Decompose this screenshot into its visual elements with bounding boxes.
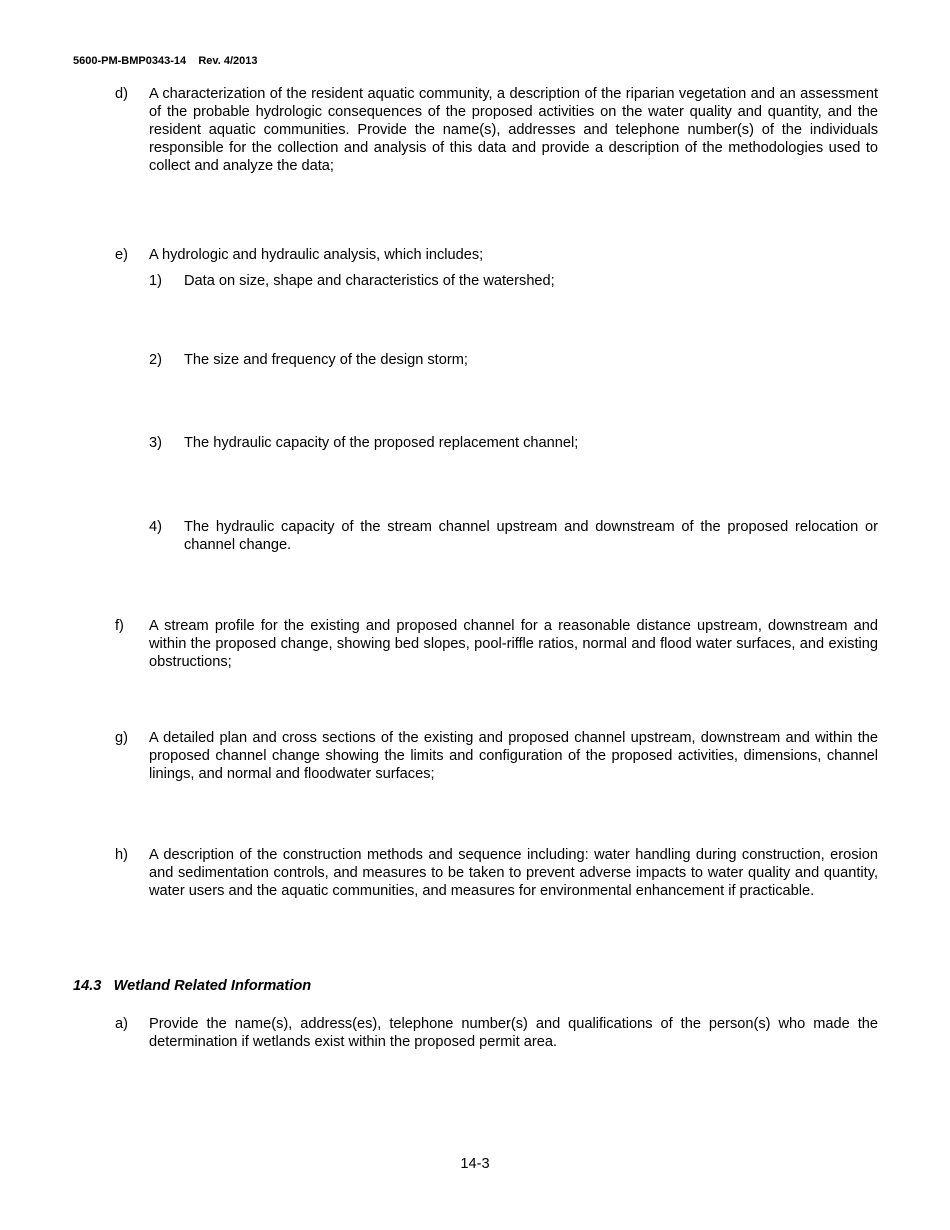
list-marker: e) xyxy=(115,247,128,263)
sub-list-marker: 1) xyxy=(149,273,162,289)
sub-list-item-2 xyxy=(149,351,878,369)
list-marker: a) xyxy=(115,1016,128,1032)
list-marker: f) xyxy=(115,618,124,634)
sub-list-item-text: The size and frequency of the design storm; xyxy=(184,352,468,368)
section-title: Wetland Related Information xyxy=(113,978,312,994)
section-number: 14.3 xyxy=(73,978,102,994)
sub-list-item-text: The hydraulic capacity of the proposed replacement channel; xyxy=(184,435,579,451)
list-item-text: A hydrologic and hydraulic analysis, which includes; xyxy=(149,247,484,263)
sub-list-item-text: The hydraulic capacity of the stream channel upstream and downstream of the proposed relocation or channel change. xyxy=(184,519,878,553)
list-item-text: A description of the construction methods and sequence including: water handling during construction, erosion and sedimentation controls, and measures to be taken to prevent adverse impacts to water quality and quantity, water users and the aquatic communities, and measures for environmental enhancement if practicable. xyxy=(149,847,878,899)
list-item-text: Provide the name(s), address(es), telephone number(s) and qualifications of the person(s) who made the determination if wetlands exist within the proposed permit area. xyxy=(149,1016,878,1050)
list-item-h xyxy=(115,846,878,900)
sub-list-marker: 2) xyxy=(149,352,162,368)
list-item-f xyxy=(115,617,878,671)
document-revision: Rev. 4/2013 xyxy=(198,55,258,67)
sub-list-item-text: Data on size, shape and characteristics of the watershed; xyxy=(184,273,555,289)
page-number: 14-3 xyxy=(460,1156,490,1172)
section-list-item-a xyxy=(115,1015,878,1051)
list-marker: d) xyxy=(115,86,128,102)
list-marker: h) xyxy=(115,847,128,863)
list-item-e xyxy=(115,246,878,264)
sub-list-item-3 xyxy=(149,434,878,452)
list-item-text: A detailed plan and cross sections of the existing and proposed channel upstream, downstream and within the proposed channel change showing the limits and configuration of the proposed activities, dimensions, channel linings, and normal and floodwater surfaces; xyxy=(149,730,878,782)
section-heading xyxy=(73,978,311,994)
sub-list-item-4 xyxy=(149,518,878,554)
document-id: 5600-PM-BMP0343-14 xyxy=(73,55,187,67)
sub-list-item-1 xyxy=(149,272,878,290)
list-item-d xyxy=(115,85,878,175)
list-marker: g) xyxy=(115,730,128,746)
list-item-g xyxy=(115,729,878,783)
list-item-text: A stream profile for the existing and proposed channel for a reasonable distance upstream, downstream and within the proposed change, showing bed slopes, pool-riffle ratios, normal and flood water surfaces, and existing obstructions; xyxy=(149,618,878,670)
document-header xyxy=(73,55,257,67)
sub-list-marker: 4) xyxy=(149,519,162,535)
sub-list-marker: 3) xyxy=(149,435,162,451)
list-item-text: A characterization of the resident aquatic community, a description of the riparian vegetation and an assessment of the probable hydrologic consequences of the proposed activities on the water quality and quantity, and the resident aquatic communities. Provide the name(s), addresses and telephone number(s) of the individuals responsible for the collection and analysis of this data and provide a description of the methodologies used to collect and analyze the data; xyxy=(149,86,878,174)
